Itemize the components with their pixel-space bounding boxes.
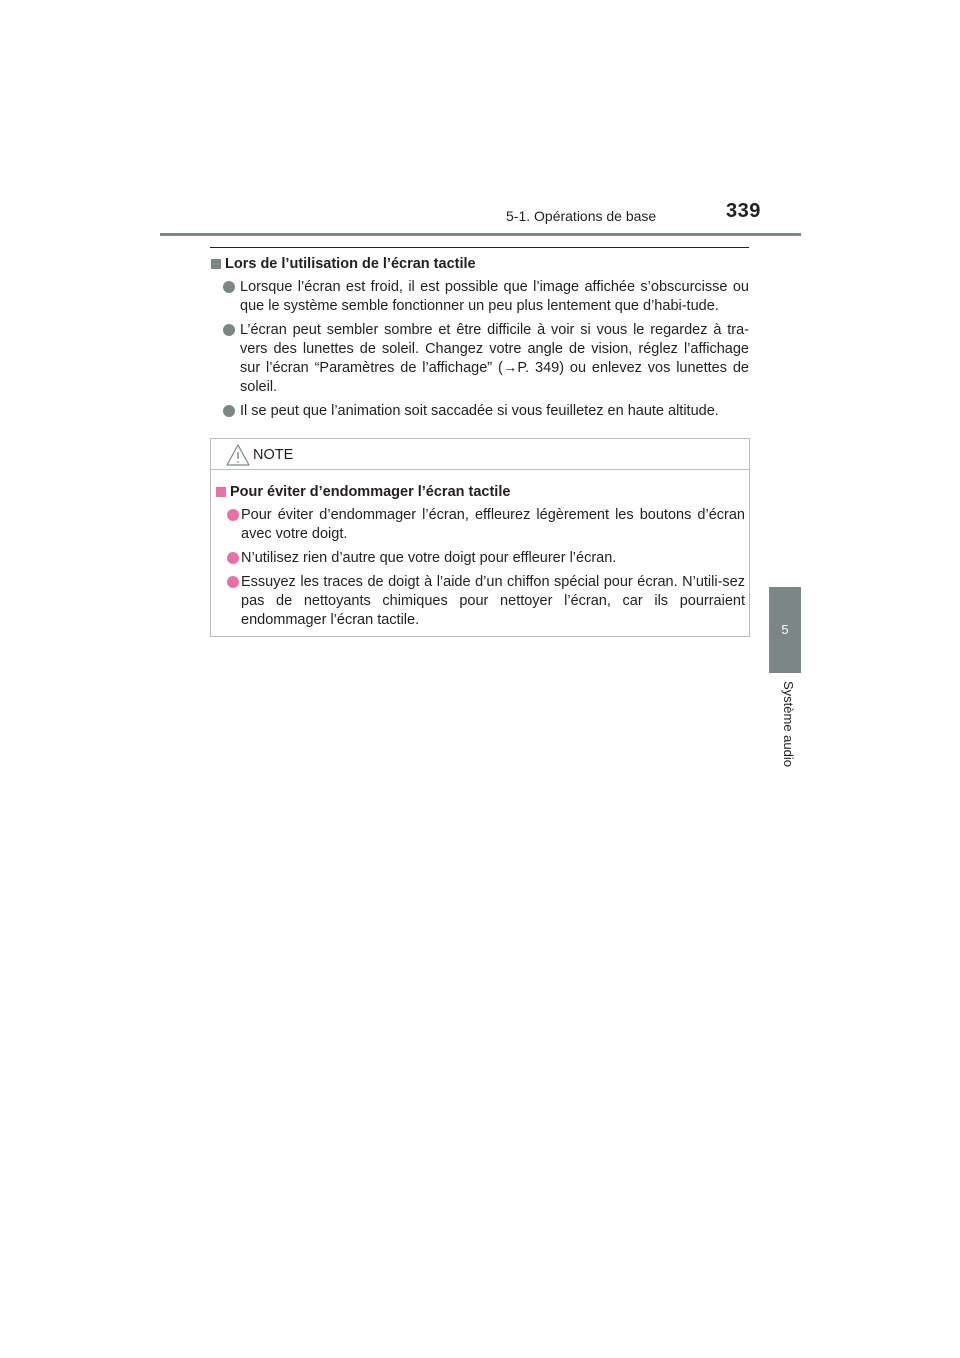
list-item — [210, 402, 749, 421]
note-box — [210, 438, 750, 637]
note-header — [211, 439, 749, 470]
list-item — [215, 573, 745, 630]
circle-bullet-icon — [227, 552, 239, 564]
section-title: 5-1. Opérations de base — [506, 208, 657, 224]
list-item — [215, 506, 745, 544]
note-body — [215, 483, 745, 635]
list-item-text: N’utilisez rien d’autre que votre doigt pour effleurer l’écran. — [241, 550, 617, 566]
section-heading-text: Lors de l’utilisation de l’écran tactile — [225, 256, 476, 272]
note-heading-text: Pour éviter d’endommager l’écran tactile — [230, 484, 511, 500]
section-heading — [210, 255, 749, 274]
content-top-rule — [210, 247, 749, 248]
list-item — [210, 278, 749, 316]
list-item-text: L’écran peut sembler sombre et être difficile à voir si vous le regardez à tra-vers des lunettes de soleil. Changez votre angle de vision, réglez l’affichage sur l’écran “Paramètres de l’affichage” (→P. 349) ou enlevez vos lunettes de soleil. — [240, 322, 749, 395]
page-number: 339 — [726, 200, 761, 222]
chapter-tab: 5 — [769, 587, 801, 673]
header-rule — [160, 233, 801, 236]
square-bullet-icon — [211, 259, 221, 269]
list-item-text: Pour éviter d’endommager l’écran, effleurez légèrement les boutons d’écran avec votre doigt. — [241, 507, 745, 542]
list-item-text: Il se peut que l’animation soit saccadée si vous feuilletez en haute altitude. — [240, 403, 719, 419]
list-item — [215, 549, 745, 568]
note-heading — [215, 483, 745, 502]
circle-bullet-icon — [223, 281, 235, 293]
main-content — [210, 255, 749, 426]
chapter-label: Système audio — [781, 681, 796, 767]
list-item-text: Essuyez les traces de doigt à l’aide d’un chiffon spécial pour écran. N’utili-sez pas de nettoyants chimiques pour nettoyer l’écran, car ils pourraient endommager l’écran tactile. — [241, 574, 745, 628]
circle-bullet-icon — [227, 509, 239, 521]
circle-bullet-icon — [223, 405, 235, 417]
square-bullet-icon — [216, 487, 226, 497]
list-item-text: Lorsque l’écran est froid, il est possible que l’image affichée s’obscurcisse ou que le système semble fonctionner un peu plus lentement que d’habi-tude. — [240, 279, 749, 314]
warning-triangle-icon — [226, 444, 250, 466]
circle-bullet-icon — [227, 576, 239, 588]
note-title: NOTE — [253, 447, 294, 463]
list-item — [210, 321, 749, 397]
circle-bullet-icon — [223, 324, 235, 336]
